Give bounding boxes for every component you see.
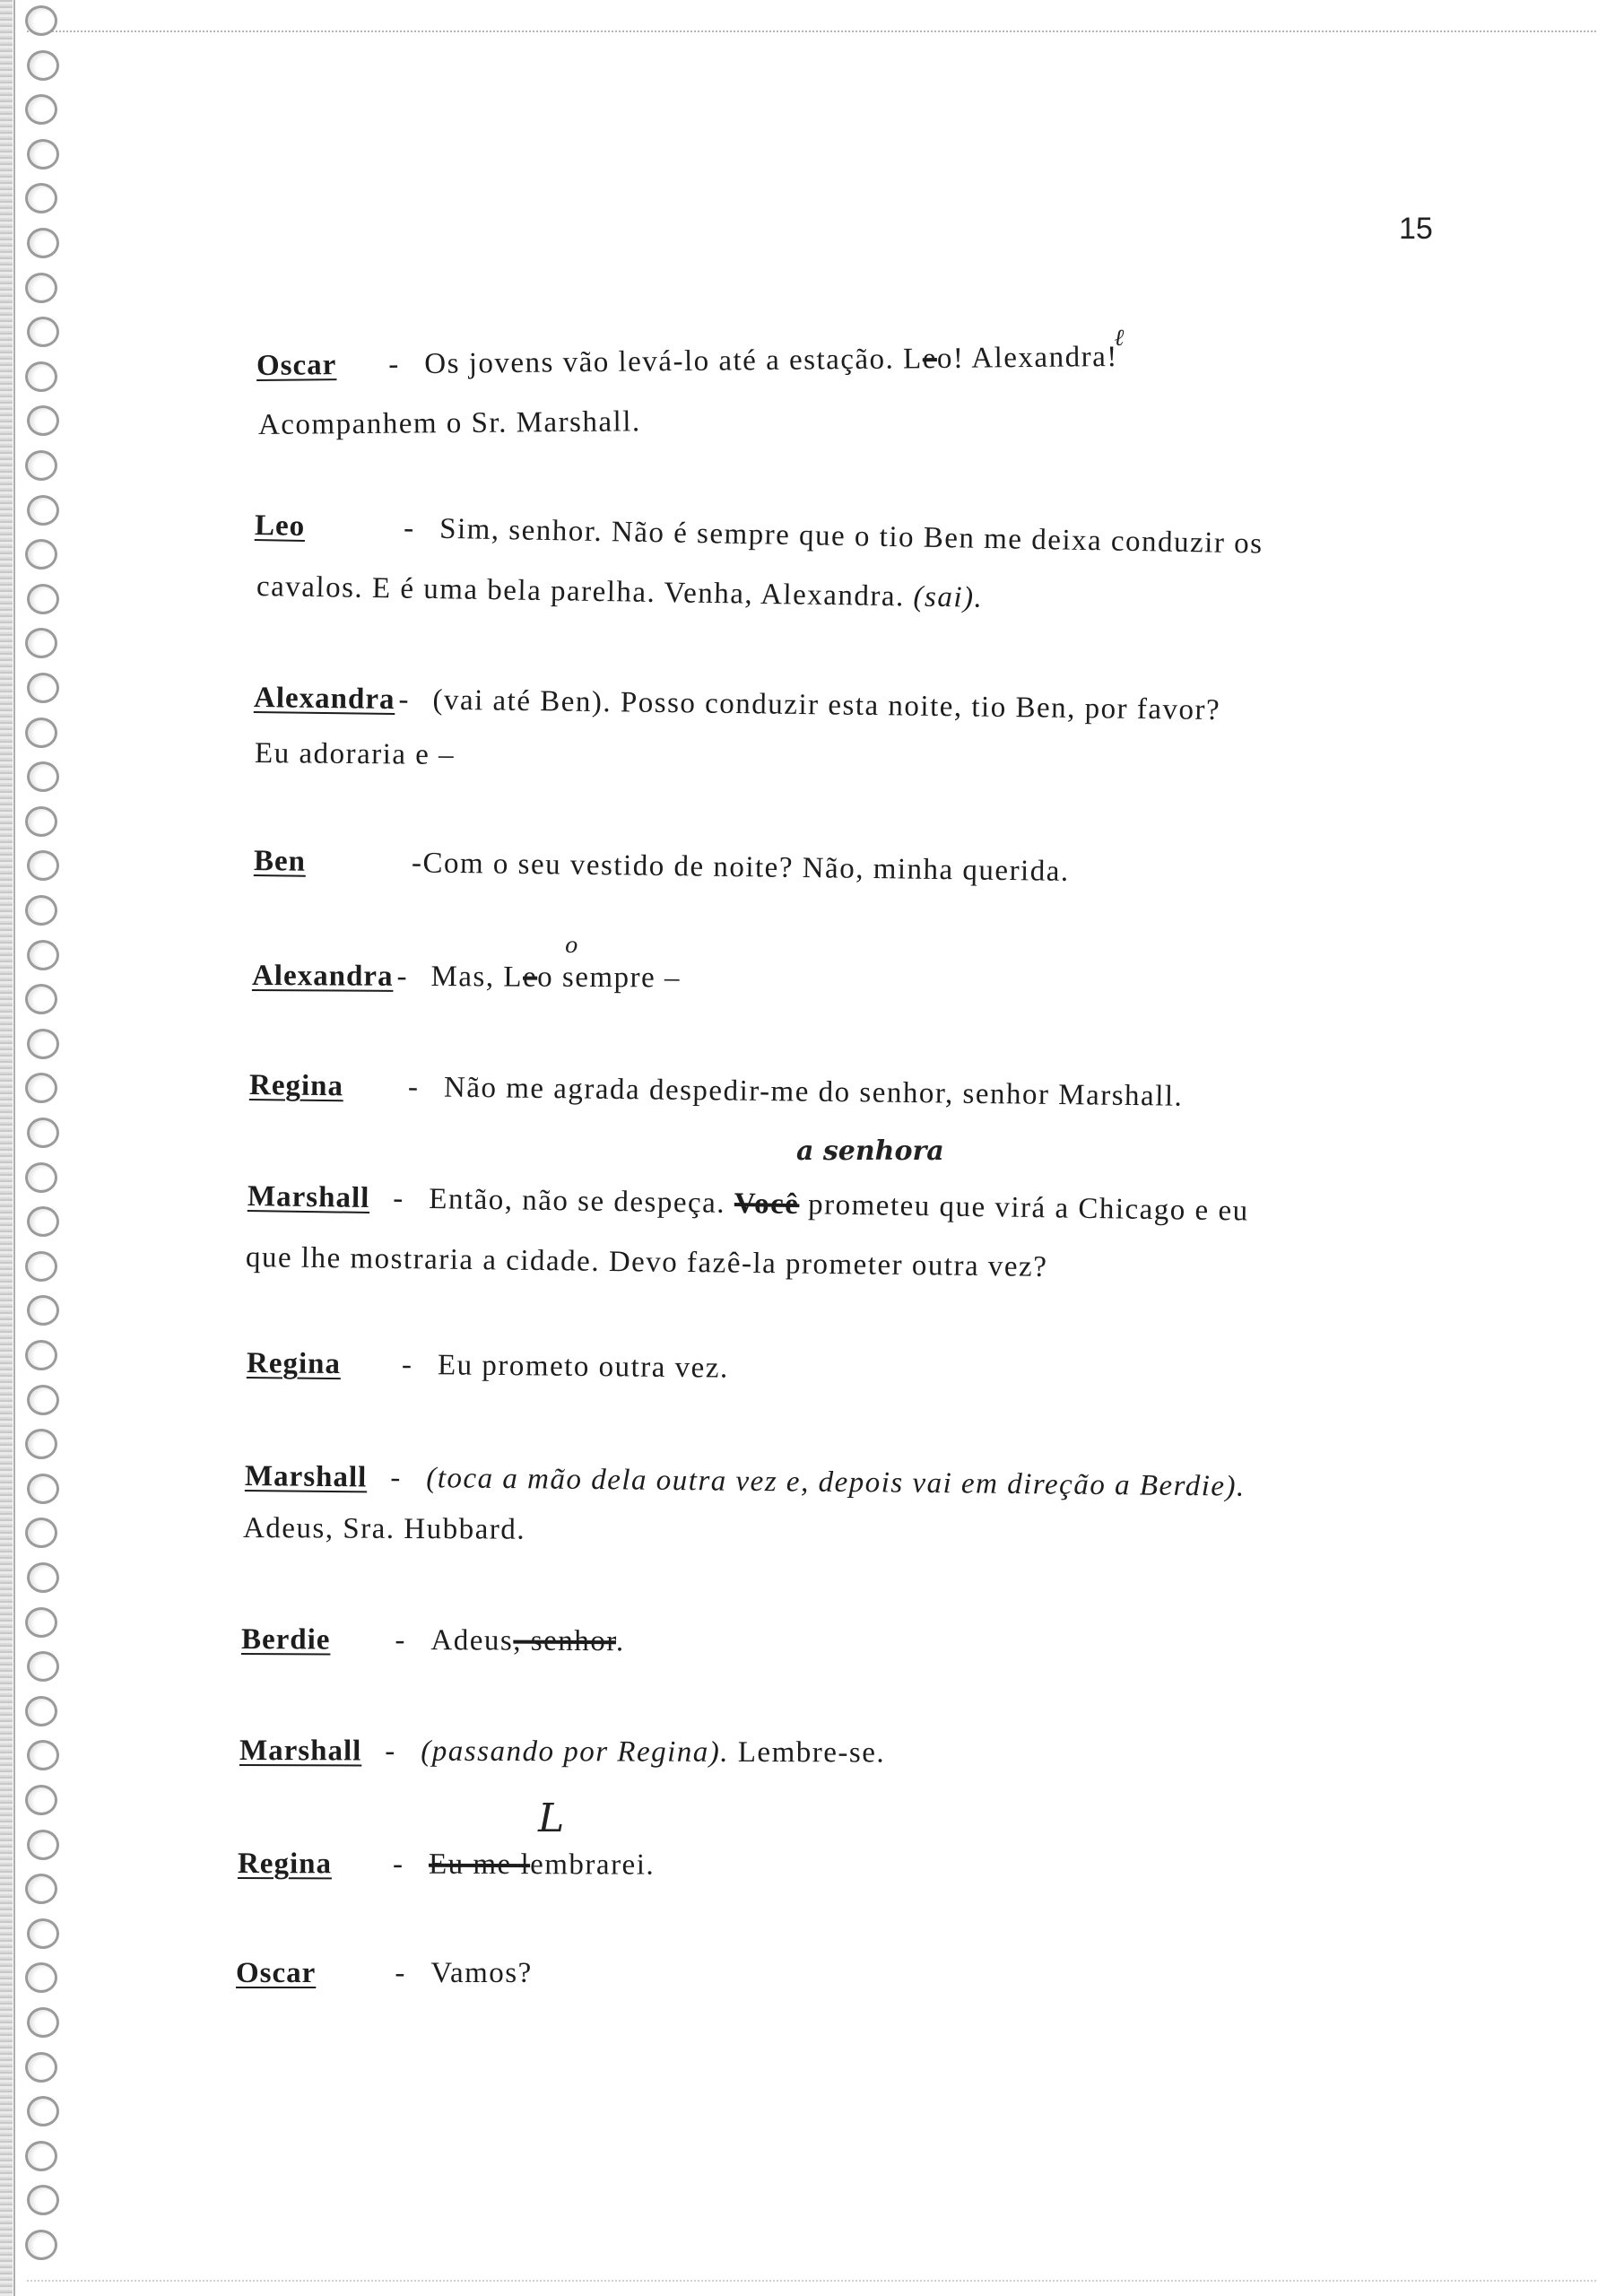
- binder-hole: [27, 1385, 59, 1415]
- binder-hole: [25, 1162, 57, 1193]
- dialogue-line: [255, 737, 455, 772]
- speaker-name: Marshall: [244, 1460, 368, 1494]
- dialogue-line: [248, 1180, 1249, 1229]
- dialogue-text: Adeus, Sra. Hubbard.: [242, 1512, 526, 1546]
- speaker-name: Regina: [248, 1069, 344, 1103]
- speaker-name: Oscar: [236, 1957, 317, 1989]
- top-border: [27, 30, 1596, 32]
- bottom-border: [27, 2280, 1596, 2282]
- dialogue-text: o! Alexandra!: [936, 340, 1118, 376]
- binder-hole: [25, 94, 57, 125]
- dash: -: [392, 1848, 404, 1881]
- speaker-name: Regina: [246, 1347, 342, 1381]
- binder-hole: [25, 539, 57, 570]
- binder-hole: [27, 1206, 59, 1237]
- binder-hole: [27, 673, 59, 703]
- binder-hole: [27, 317, 59, 347]
- binder-hole: [25, 1696, 57, 1726]
- dialogue-text: embrarei.: [530, 1848, 656, 1882]
- dialogue-line: [252, 960, 681, 996]
- struck-word: , senhor: [513, 1624, 617, 1658]
- dialogue-text: o sempre –: [537, 961, 682, 995]
- speaker-name: Ben: [253, 845, 307, 878]
- binder-hole: [25, 1607, 57, 1638]
- dialogue-text: Vamos?: [430, 1957, 533, 1989]
- binder-hole: [27, 850, 59, 881]
- binder-hole: [25, 2141, 57, 2171]
- speaker-name: Marshall: [239, 1735, 362, 1768]
- dialogue-line: [258, 405, 641, 442]
- binder-hole: [25, 361, 57, 392]
- dialogue-text: Sim, senhor. Não é sempre que o tio Ben me deixa conduzir os: [439, 512, 1264, 561]
- speaker-name: Leo: [254, 509, 306, 544]
- dialogue-text: Lembre-se.: [737, 1735, 886, 1770]
- struck-word: Você: [734, 1187, 800, 1222]
- binder-hole: [25, 1251, 57, 1282]
- speaker-name: Berdie: [240, 1623, 331, 1657]
- dialogue-line: [249, 1069, 1184, 1114]
- dialogue-line: [247, 1347, 729, 1386]
- dialogue-text: Eu prometo outra vez.: [437, 1349, 729, 1385]
- binder-hole: [27, 405, 59, 436]
- dialogue-line: [254, 682, 1221, 727]
- binder-hole: [27, 584, 59, 614]
- binder-hole: [27, 1740, 59, 1770]
- dash: -: [385, 1735, 396, 1768]
- binding-edge: [0, 0, 13, 2296]
- binder-hole: [25, 2052, 57, 2083]
- binder-hole: [25, 450, 57, 481]
- dialogue-text: (vai até Ben). Posso conduzir esta noite, tio Ben, por favor?: [432, 683, 1221, 727]
- handwritten-correction: ℓ: [1115, 325, 1125, 352]
- dialogue-line: [255, 509, 1264, 561]
- binder-hole: [25, 628, 57, 658]
- dialogue-text: -Com o seu vestido de noite? Não, minha querida.: [411, 847, 1070, 888]
- dash: -: [396, 960, 409, 993]
- binder-hole: [27, 228, 59, 258]
- dialogue-line: [236, 1957, 533, 1990]
- dialogue-line: [245, 1460, 1246, 1504]
- binder-hole: [27, 1295, 59, 1326]
- handwritten-insertion: a senhora: [796, 1135, 944, 1167]
- binder-hole: [27, 495, 59, 526]
- dash: -: [401, 1348, 413, 1381]
- dialogue-line: [256, 341, 1118, 383]
- speaker-name: Regina: [237, 1848, 333, 1881]
- dash: -: [390, 1461, 403, 1494]
- stage-direction: (passando por Regina).: [421, 1735, 730, 1769]
- stage-direction: (sai).: [913, 580, 984, 614]
- binder-hole: [27, 940, 59, 970]
- dialogue-text: Eu adoraria e –: [254, 737, 456, 771]
- binder-hole: [27, 1474, 59, 1504]
- dialogue-line: [243, 1512, 525, 1547]
- dialogue-text: Adeus: [430, 1624, 514, 1657]
- speaker-name: Alexandra: [253, 682, 395, 717]
- page-number: 15: [1399, 212, 1433, 246]
- handwritten-correction: o: [565, 933, 578, 958]
- struck-glyph: e: [522, 961, 538, 994]
- stage-direction: (toca a mão dela outra vez e, depois vai em direção a Berdie).: [426, 1462, 1246, 1503]
- binder-hole: [27, 1918, 59, 1949]
- speaker-name: Marshall: [247, 1180, 370, 1215]
- binder-hole: [25, 1785, 57, 1815]
- binder-hole: [27, 1562, 59, 1593]
- dialogue-line: [256, 570, 984, 615]
- binder-hole: [27, 1830, 59, 1860]
- binder-hole: [27, 1029, 59, 1059]
- speaker-name: Alexandra: [251, 960, 394, 993]
- dialogue-line: [241, 1623, 625, 1658]
- dialogue-line: [246, 1241, 1048, 1284]
- speaker-name: Oscar: [256, 349, 337, 382]
- binder-hole: [25, 718, 57, 748]
- binding-line: [13, 0, 15, 2296]
- dialogue-text: Os jovens vão levá-lo até a estação. L: [424, 343, 923, 381]
- binder-hole: [27, 50, 59, 81]
- dialogue-line: [239, 1735, 885, 1770]
- dialogue-line: [238, 1848, 655, 1883]
- binder-hole: [27, 2185, 59, 2215]
- binder-hole: [25, 5, 57, 36]
- dialogue-text: Mas, L: [430, 961, 524, 994]
- dialogue-text: cavalos. E é uma bela parelha. Venha, Alexandra.: [256, 570, 906, 613]
- dash: -: [393, 1182, 405, 1215]
- binder-hole: [27, 2096, 59, 2126]
- binder-hole: [25, 806, 57, 837]
- binder-hole: [25, 895, 57, 926]
- punch-holes: [25, 0, 70, 2296]
- handwritten-correction: L: [538, 1796, 565, 1841]
- binder-hole: [25, 1962, 57, 1993]
- dash: -: [395, 1623, 407, 1657]
- dash: -: [398, 683, 411, 717]
- binder-hole: [25, 273, 57, 303]
- binder-hole: [27, 761, 59, 792]
- binder-hole: [27, 2007, 59, 2038]
- dash: -: [403, 512, 415, 545]
- binder-hole: [25, 1340, 57, 1370]
- dialogue-text: .: [615, 1625, 625, 1658]
- dialogue-text: prometeu que virá a Chicago e eu: [807, 1188, 1249, 1228]
- binder-hole: [25, 1073, 57, 1103]
- binder-hole: [27, 1651, 59, 1682]
- struck-word: Eu me l: [428, 1848, 531, 1882]
- binder-hole: [25, 183, 57, 213]
- dialogue-text: que lhe mostraria a cidade. Devo fazê-la prometer outra vez?: [245, 1241, 1048, 1283]
- binder-hole: [27, 139, 59, 170]
- binder-hole: [25, 1429, 57, 1459]
- binder-hole: [25, 984, 57, 1014]
- dash: -: [407, 1071, 420, 1104]
- binder-hole: [25, 1518, 57, 1548]
- dialogue-text: Então, não se despeça.: [429, 1183, 726, 1220]
- binder-hole: [27, 1118, 59, 1148]
- dialogue-text: Acompanhem o Sr. Marshall.: [257, 405, 641, 441]
- binder-hole: [25, 1874, 57, 1904]
- dash: -: [388, 348, 400, 381]
- dialogue-line: [254, 845, 1070, 889]
- dash: -: [395, 1957, 406, 1989]
- struck-glyph: e: [922, 343, 938, 376]
- dialogue-text: Não me agrada despedir-me do senhor, senhor Marshall.: [443, 1071, 1184, 1113]
- binder-hole: [25, 2230, 57, 2260]
